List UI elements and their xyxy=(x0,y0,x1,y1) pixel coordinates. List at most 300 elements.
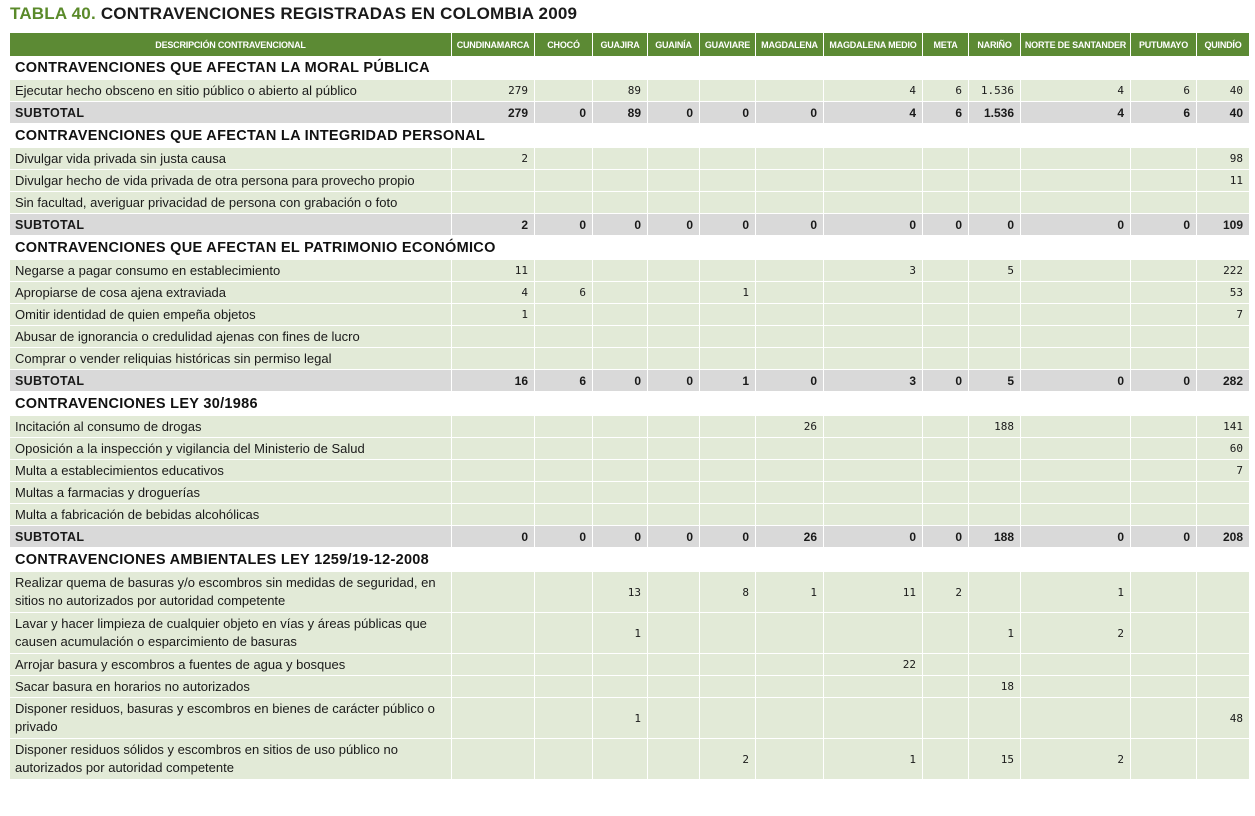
subtotal-value: 0 xyxy=(700,526,756,548)
subtotal-value: 4 xyxy=(824,102,923,124)
value-cell xyxy=(824,698,923,739)
value-cell xyxy=(535,438,593,460)
subtotal-value: 279 xyxy=(452,102,535,124)
value-cell xyxy=(824,460,923,482)
value-cell xyxy=(969,572,1021,613)
value-cell xyxy=(700,348,756,370)
value-cell xyxy=(756,676,824,698)
value-cell xyxy=(1021,482,1131,504)
value-cell xyxy=(452,654,535,676)
value-cell xyxy=(700,192,756,214)
value-cell: 11 xyxy=(452,260,535,282)
table-row xyxy=(10,572,1250,613)
value-cell: 2 xyxy=(1021,739,1131,780)
value-cell: 2 xyxy=(452,148,535,170)
section-header-row xyxy=(10,236,1250,260)
table-row xyxy=(10,304,1250,326)
value-cell xyxy=(1197,613,1250,654)
table-row xyxy=(10,460,1250,482)
subtotal-value: 0 xyxy=(1131,214,1197,236)
value-cell xyxy=(700,482,756,504)
value-cell xyxy=(593,148,648,170)
value-cell xyxy=(824,676,923,698)
value-cell xyxy=(452,698,535,739)
value-cell xyxy=(700,148,756,170)
value-cell: 4 xyxy=(452,282,535,304)
value-cell: 48 xyxy=(1197,698,1250,739)
value-cell xyxy=(824,613,923,654)
value-cell xyxy=(1131,348,1197,370)
value-cell: 7 xyxy=(1197,304,1250,326)
table-row xyxy=(10,80,1250,102)
value-cell xyxy=(452,170,535,192)
value-cell xyxy=(648,739,700,780)
value-cell xyxy=(593,739,648,780)
subtotal-value: 0 xyxy=(700,102,756,124)
value-cell xyxy=(923,282,969,304)
value-cell xyxy=(1131,260,1197,282)
subtotal-label: SUBTOTAL xyxy=(10,370,452,392)
subtotal-value: 0 xyxy=(648,102,700,124)
column-header-region: META xyxy=(923,33,969,56)
value-cell xyxy=(452,676,535,698)
value-cell xyxy=(756,304,824,326)
value-cell xyxy=(969,192,1021,214)
value-cell: 1 xyxy=(969,613,1021,654)
value-cell xyxy=(756,504,824,526)
column-header-region: GUAJIRA xyxy=(593,33,648,56)
subtotal-value: 0 xyxy=(1021,214,1131,236)
value-cell: 4 xyxy=(1021,80,1131,102)
value-cell: 3 xyxy=(824,260,923,282)
value-cell: 53 xyxy=(1197,282,1250,304)
value-cell xyxy=(700,304,756,326)
value-cell: 13 xyxy=(593,572,648,613)
section-title: CONTRAVENCIONES QUE AFECTAN LA MORAL PÚBLICA xyxy=(10,56,1250,80)
value-cell xyxy=(593,504,648,526)
table-row xyxy=(10,260,1250,282)
value-cell xyxy=(824,482,923,504)
value-cell xyxy=(452,572,535,613)
value-cell xyxy=(452,739,535,780)
value-cell xyxy=(824,348,923,370)
subtotal-value: 4 xyxy=(1021,102,1131,124)
value-cell xyxy=(648,304,700,326)
value-cell xyxy=(1197,348,1250,370)
value-cell xyxy=(756,654,824,676)
value-cell xyxy=(923,676,969,698)
row-description: Arrojar basura y escombros a fuentes de agua y bosques xyxy=(10,654,452,676)
value-cell xyxy=(1197,676,1250,698)
value-cell: 6 xyxy=(535,282,593,304)
value-cell: 6 xyxy=(1131,80,1197,102)
value-cell xyxy=(756,739,824,780)
value-cell xyxy=(452,482,535,504)
value-cell xyxy=(1131,416,1197,438)
value-cell xyxy=(535,416,593,438)
subtotal-value: 0 xyxy=(923,370,969,392)
value-cell xyxy=(1021,282,1131,304)
value-cell xyxy=(648,460,700,482)
section-header-row xyxy=(10,56,1250,80)
value-cell xyxy=(923,304,969,326)
table-row xyxy=(10,192,1250,214)
value-cell xyxy=(535,698,593,739)
value-cell xyxy=(648,482,700,504)
subtotal-value: 0 xyxy=(452,526,535,548)
contravenciones-table xyxy=(10,33,1250,780)
row-description: Incitación al consumo de drogas xyxy=(10,416,452,438)
subtotal-label: SUBTOTAL xyxy=(10,214,452,236)
value-cell xyxy=(756,80,824,102)
subtotal-value: 0 xyxy=(648,214,700,236)
value-cell xyxy=(969,304,1021,326)
value-cell xyxy=(923,654,969,676)
value-cell xyxy=(923,416,969,438)
subtotal-value: 0 xyxy=(923,526,969,548)
value-cell xyxy=(648,416,700,438)
value-cell: 2 xyxy=(1021,613,1131,654)
value-cell xyxy=(1021,460,1131,482)
value-cell xyxy=(756,613,824,654)
value-cell xyxy=(923,348,969,370)
value-cell xyxy=(700,676,756,698)
value-cell xyxy=(1021,504,1131,526)
value-cell xyxy=(1197,504,1250,526)
row-description: Omitir identidad de quien empeña objetos xyxy=(10,304,452,326)
value-cell xyxy=(1131,739,1197,780)
value-cell xyxy=(700,613,756,654)
column-header-region: MAGDALENA xyxy=(756,33,824,56)
value-cell xyxy=(535,260,593,282)
value-cell xyxy=(969,698,1021,739)
value-cell xyxy=(700,326,756,348)
value-cell: 5 xyxy=(969,260,1021,282)
subtotal-value: 6 xyxy=(1131,102,1197,124)
row-description: Divulgar hecho de vida privada de otra persona para provecho propio xyxy=(10,170,452,192)
subtotal-value: 0 xyxy=(648,370,700,392)
value-cell xyxy=(593,260,648,282)
value-cell xyxy=(1131,460,1197,482)
value-cell xyxy=(923,326,969,348)
subtotal-value: 0 xyxy=(1021,526,1131,548)
subtotal-value: 0 xyxy=(824,214,923,236)
value-cell xyxy=(700,80,756,102)
value-cell xyxy=(452,460,535,482)
section-title: CONTRAVENCIONES QUE AFECTAN LA INTEGRIDAD PERSONAL xyxy=(10,124,1250,148)
value-cell xyxy=(1021,170,1131,192)
value-cell xyxy=(535,170,593,192)
value-cell xyxy=(535,80,593,102)
subtotal-row xyxy=(10,214,1250,236)
value-cell xyxy=(969,282,1021,304)
table-row xyxy=(10,654,1250,676)
value-cell xyxy=(923,192,969,214)
value-cell xyxy=(648,348,700,370)
value-cell xyxy=(535,676,593,698)
column-header-region: NARIÑO xyxy=(969,33,1021,56)
value-cell xyxy=(593,326,648,348)
table-row xyxy=(10,348,1250,370)
subtotal-value: 282 xyxy=(1197,370,1250,392)
value-cell xyxy=(824,170,923,192)
value-cell xyxy=(648,282,700,304)
column-header-region: QUINDÍO xyxy=(1197,33,1250,56)
section-header-row xyxy=(10,548,1250,572)
subtotal-value: 0 xyxy=(756,102,824,124)
value-cell: 15 xyxy=(969,739,1021,780)
row-description: Abusar de ignorancia o credulidad ajenas con fines de lucro xyxy=(10,326,452,348)
subtotal-row xyxy=(10,370,1250,392)
value-cell xyxy=(1131,676,1197,698)
value-cell xyxy=(648,698,700,739)
table-header-row xyxy=(10,33,1250,56)
value-cell xyxy=(969,348,1021,370)
value-cell xyxy=(1021,192,1131,214)
value-cell xyxy=(1021,654,1131,676)
value-cell xyxy=(824,416,923,438)
subtotal-value: 6 xyxy=(923,102,969,124)
subtotal-value: 0 xyxy=(824,526,923,548)
section-header-row xyxy=(10,124,1250,148)
value-cell xyxy=(452,348,535,370)
row-description: Multa a establecimientos educativos xyxy=(10,460,452,482)
subtotal-value: 1 xyxy=(700,370,756,392)
subtotal-value: 0 xyxy=(1131,370,1197,392)
value-cell xyxy=(648,326,700,348)
subtotal-value: 0 xyxy=(593,370,648,392)
subtotal-value: 0 xyxy=(756,370,824,392)
table-row xyxy=(10,739,1250,780)
value-cell: 4 xyxy=(824,80,923,102)
column-header-region: CUNDINAMARCA xyxy=(452,33,535,56)
value-cell xyxy=(535,613,593,654)
value-cell xyxy=(535,739,593,780)
value-cell xyxy=(756,438,824,460)
value-cell xyxy=(756,192,824,214)
value-cell xyxy=(593,192,648,214)
value-cell xyxy=(1131,304,1197,326)
row-description: Apropiarse de cosa ajena extraviada xyxy=(10,282,452,304)
value-cell xyxy=(535,326,593,348)
column-header-region: GUAINÍA xyxy=(648,33,700,56)
subtotal-value: 0 xyxy=(535,102,593,124)
section-title: CONTRAVENCIONES QUE AFECTAN EL PATRIMONIO ECONÓMICO xyxy=(10,236,1250,260)
value-cell xyxy=(923,613,969,654)
column-header-region: GUAVIARE xyxy=(700,33,756,56)
value-cell xyxy=(452,504,535,526)
value-cell xyxy=(756,148,824,170)
value-cell xyxy=(700,654,756,676)
table-row xyxy=(10,438,1250,460)
value-cell: 60 xyxy=(1197,438,1250,460)
value-cell: 1 xyxy=(824,739,923,780)
value-cell: 1.536 xyxy=(969,80,1021,102)
row-description: Ejecutar hecho obsceno en sitio público o abierto al público xyxy=(10,80,452,102)
value-cell xyxy=(824,282,923,304)
value-cell xyxy=(1021,260,1131,282)
value-cell xyxy=(756,348,824,370)
value-cell xyxy=(1131,282,1197,304)
subtotal-value: 0 xyxy=(969,214,1021,236)
subtotal-value: 0 xyxy=(648,526,700,548)
value-cell xyxy=(700,460,756,482)
value-cell: 1 xyxy=(452,304,535,326)
value-cell xyxy=(648,438,700,460)
table-row xyxy=(10,148,1250,170)
row-description: Disponer residuos, basuras y escombros en bienes de carácter público o privado xyxy=(10,698,452,739)
value-cell xyxy=(824,326,923,348)
value-cell: 7 xyxy=(1197,460,1250,482)
subtotal-value: 1.536 xyxy=(969,102,1021,124)
column-header-region: CHOCÓ xyxy=(535,33,593,56)
value-cell xyxy=(535,504,593,526)
subtotal-value: 208 xyxy=(1197,526,1250,548)
value-cell xyxy=(1021,676,1131,698)
subtotal-value: 40 xyxy=(1197,102,1250,124)
value-cell xyxy=(1197,739,1250,780)
value-cell xyxy=(648,80,700,102)
value-cell xyxy=(593,676,648,698)
value-cell xyxy=(535,348,593,370)
value-cell xyxy=(1197,654,1250,676)
value-cell xyxy=(1131,613,1197,654)
value-cell: 1 xyxy=(593,613,648,654)
value-cell xyxy=(700,170,756,192)
column-header-description: DESCRIPCIÓN CONTRAVENCIONAL xyxy=(10,33,452,56)
value-cell xyxy=(593,438,648,460)
value-cell xyxy=(969,170,1021,192)
value-cell: 1 xyxy=(700,282,756,304)
subtotal-row xyxy=(10,102,1250,124)
value-cell xyxy=(969,460,1021,482)
value-cell xyxy=(1021,698,1131,739)
table-row xyxy=(10,170,1250,192)
row-description: Sacar basura en horarios no autorizados xyxy=(10,676,452,698)
section-title: CONTRAVENCIONES LEY 30/1986 xyxy=(10,392,1250,416)
subtotal-label: SUBTOTAL xyxy=(10,526,452,548)
value-cell: 188 xyxy=(969,416,1021,438)
table-row xyxy=(10,482,1250,504)
column-header-region: PUTUMAYO xyxy=(1131,33,1197,56)
value-cell xyxy=(923,482,969,504)
value-cell xyxy=(824,438,923,460)
table-row xyxy=(10,613,1250,654)
value-cell: 6 xyxy=(923,80,969,102)
subtotal-value: 16 xyxy=(452,370,535,392)
value-cell xyxy=(535,304,593,326)
value-cell xyxy=(923,260,969,282)
value-cell: 279 xyxy=(452,80,535,102)
subtotal-value: 0 xyxy=(593,526,648,548)
value-cell xyxy=(700,416,756,438)
value-cell xyxy=(969,504,1021,526)
value-cell xyxy=(923,460,969,482)
value-cell: 141 xyxy=(1197,416,1250,438)
table-row xyxy=(10,416,1250,438)
value-cell xyxy=(756,460,824,482)
value-cell xyxy=(824,148,923,170)
value-cell xyxy=(923,438,969,460)
value-cell xyxy=(756,482,824,504)
value-cell xyxy=(593,348,648,370)
value-cell xyxy=(923,170,969,192)
value-cell: 11 xyxy=(824,572,923,613)
value-cell xyxy=(648,192,700,214)
subtotal-value: 0 xyxy=(535,214,593,236)
value-cell xyxy=(700,260,756,282)
value-cell xyxy=(535,460,593,482)
row-description: Lavar y hacer limpieza de cualquier objeto en vías y áreas públicas que causen acumulación o esparcimiento de basuras xyxy=(10,613,452,654)
subtotal-row xyxy=(10,526,1250,548)
value-cell: 26 xyxy=(756,416,824,438)
subtotal-value: 0 xyxy=(593,214,648,236)
value-cell xyxy=(593,654,648,676)
table-row xyxy=(10,326,1250,348)
value-cell xyxy=(1021,348,1131,370)
value-cell xyxy=(1021,148,1131,170)
value-cell xyxy=(593,460,648,482)
value-cell xyxy=(824,504,923,526)
value-cell xyxy=(700,504,756,526)
value-cell: 18 xyxy=(969,676,1021,698)
value-cell xyxy=(593,416,648,438)
value-cell xyxy=(923,698,969,739)
value-cell: 222 xyxy=(1197,260,1250,282)
value-cell xyxy=(1021,416,1131,438)
row-description: Multas a farmacias y droguerías xyxy=(10,482,452,504)
subtotal-value: 109 xyxy=(1197,214,1250,236)
value-cell xyxy=(1131,192,1197,214)
subtotal-label: SUBTOTAL xyxy=(10,102,452,124)
value-cell: 40 xyxy=(1197,80,1250,102)
row-description: Disponer residuos sólidos y escombros en sitios de uso público no autorizados por autoridad competente xyxy=(10,739,452,780)
row-description: Comprar o vender reliquias históricas sin permiso legal xyxy=(10,348,452,370)
row-description: Realizar quema de basuras y/o escombros sin medidas de seguridad, en sitios no autorizados por autoridad competente xyxy=(10,572,452,613)
value-cell xyxy=(1197,326,1250,348)
value-cell xyxy=(648,504,700,526)
row-description: Sin facultad, averiguar privacidad de persona con grabación o foto xyxy=(10,192,452,214)
value-cell: 98 xyxy=(1197,148,1250,170)
row-description: Oposición a la inspección y vigilancia del Ministerio de Salud xyxy=(10,438,452,460)
section-title: CONTRAVENCIONES AMBIENTALES LEY 1259/19-12-2008 xyxy=(10,548,1250,572)
subtotal-value: 0 xyxy=(1021,370,1131,392)
value-cell xyxy=(452,326,535,348)
value-cell: 1 xyxy=(1021,572,1131,613)
row-description: Divulgar vida privada sin justa causa xyxy=(10,148,452,170)
value-cell xyxy=(593,304,648,326)
table-number: TABLA 40. xyxy=(10,4,96,23)
value-cell xyxy=(452,416,535,438)
value-cell xyxy=(452,613,535,654)
subtotal-value: 0 xyxy=(535,526,593,548)
table-body xyxy=(10,56,1250,780)
value-cell xyxy=(1131,148,1197,170)
table-row xyxy=(10,282,1250,304)
value-cell xyxy=(452,438,535,460)
value-cell: 2 xyxy=(923,572,969,613)
value-cell: 2 xyxy=(700,739,756,780)
value-cell xyxy=(648,572,700,613)
value-cell xyxy=(648,148,700,170)
value-cell xyxy=(923,504,969,526)
value-cell xyxy=(969,326,1021,348)
subtotal-value: 2 xyxy=(452,214,535,236)
value-cell xyxy=(593,170,648,192)
value-cell xyxy=(452,192,535,214)
value-cell: 1 xyxy=(593,698,648,739)
value-cell xyxy=(969,654,1021,676)
